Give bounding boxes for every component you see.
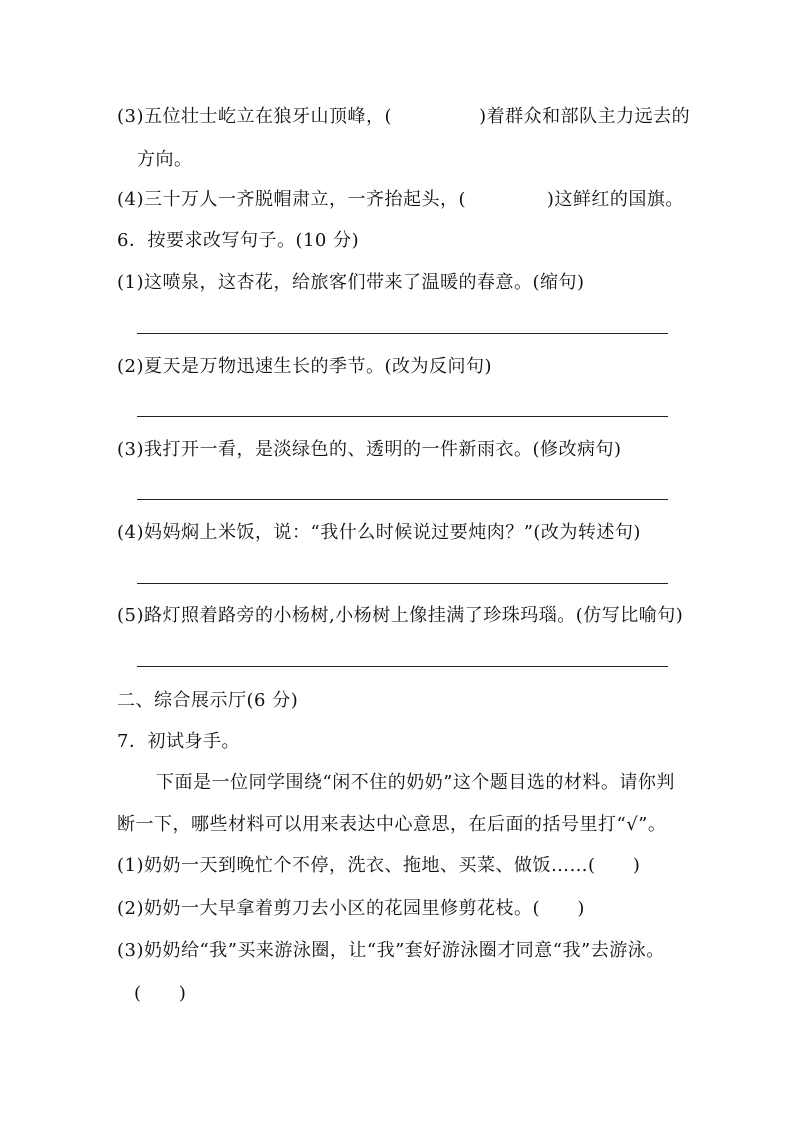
- question-6-1: (1)这喷泉，这杏花，给旅客们带来了温暖的春意。(缩句): [117, 272, 585, 293]
- question-6-2: (2)夏天是万物迅速生长的季节。(改为反问句): [117, 356, 493, 377]
- question-7-2: (2)奶奶一大早拿着剪刀去小区的花园里修剪花枝。( ): [117, 898, 585, 919]
- question-5-3-line-1: (3)五位壮士屹立在狼牙山顶峰，( )着群众和部队主力远去的: [117, 106, 691, 127]
- answer-line-6-2[interactable]: [137, 416, 668, 417]
- question-7-heading: 7．初试身手。: [117, 731, 240, 752]
- question-7-intro-line-2: 断一下，哪些材料可以用来表达中心意思，在后面的括号里打“√”。: [117, 814, 667, 835]
- section-2-heading: 二、综合展示厅(6 分): [117, 690, 299, 711]
- answer-line-6-3[interactable]: [137, 499, 668, 500]
- answer-line-6-4[interactable]: [137, 583, 668, 584]
- question-7-3-line-1: (3)奶奶给“我”买来游泳圈，让“我”套好游泳圈才同意“我”去游泳。: [117, 940, 665, 961]
- answer-line-6-5[interactable]: [137, 666, 668, 667]
- question-5-4: (4)三十万人一齐脱帽肃立，一齐抬起头，( )这鲜红的国旗。: [117, 189, 684, 210]
- question-7-intro-line-1: 下面是一位同学围绕“闲不住的奶奶”这个题目选的材料。请你判: [156, 772, 675, 793]
- question-6-3: (3)我打开一看，是淡绿色的、透明的一件新雨衣。(修改病句): [117, 439, 622, 460]
- question-6-5: (5)路灯照着路旁的小杨树,小杨树上像挂满了珍珠玛瑙。(仿写比喻句): [117, 605, 684, 626]
- answer-line-6-1[interactable]: [137, 333, 668, 334]
- question-6-4: (4)妈妈焖上米饭，说：“我什么时候说过要炖肉？”(改为转述句): [117, 522, 641, 543]
- question-6-heading: 6．按要求改写句子。(10 分): [117, 230, 360, 251]
- question-7-3-line-2: ( ): [134, 983, 187, 1004]
- question-5-3-line-2: 方向。: [137, 149, 193, 170]
- question-7-1: (1)奶奶一天到晚忙个不停，洗衣、拖地、买菜、做饭……( ): [117, 855, 641, 876]
